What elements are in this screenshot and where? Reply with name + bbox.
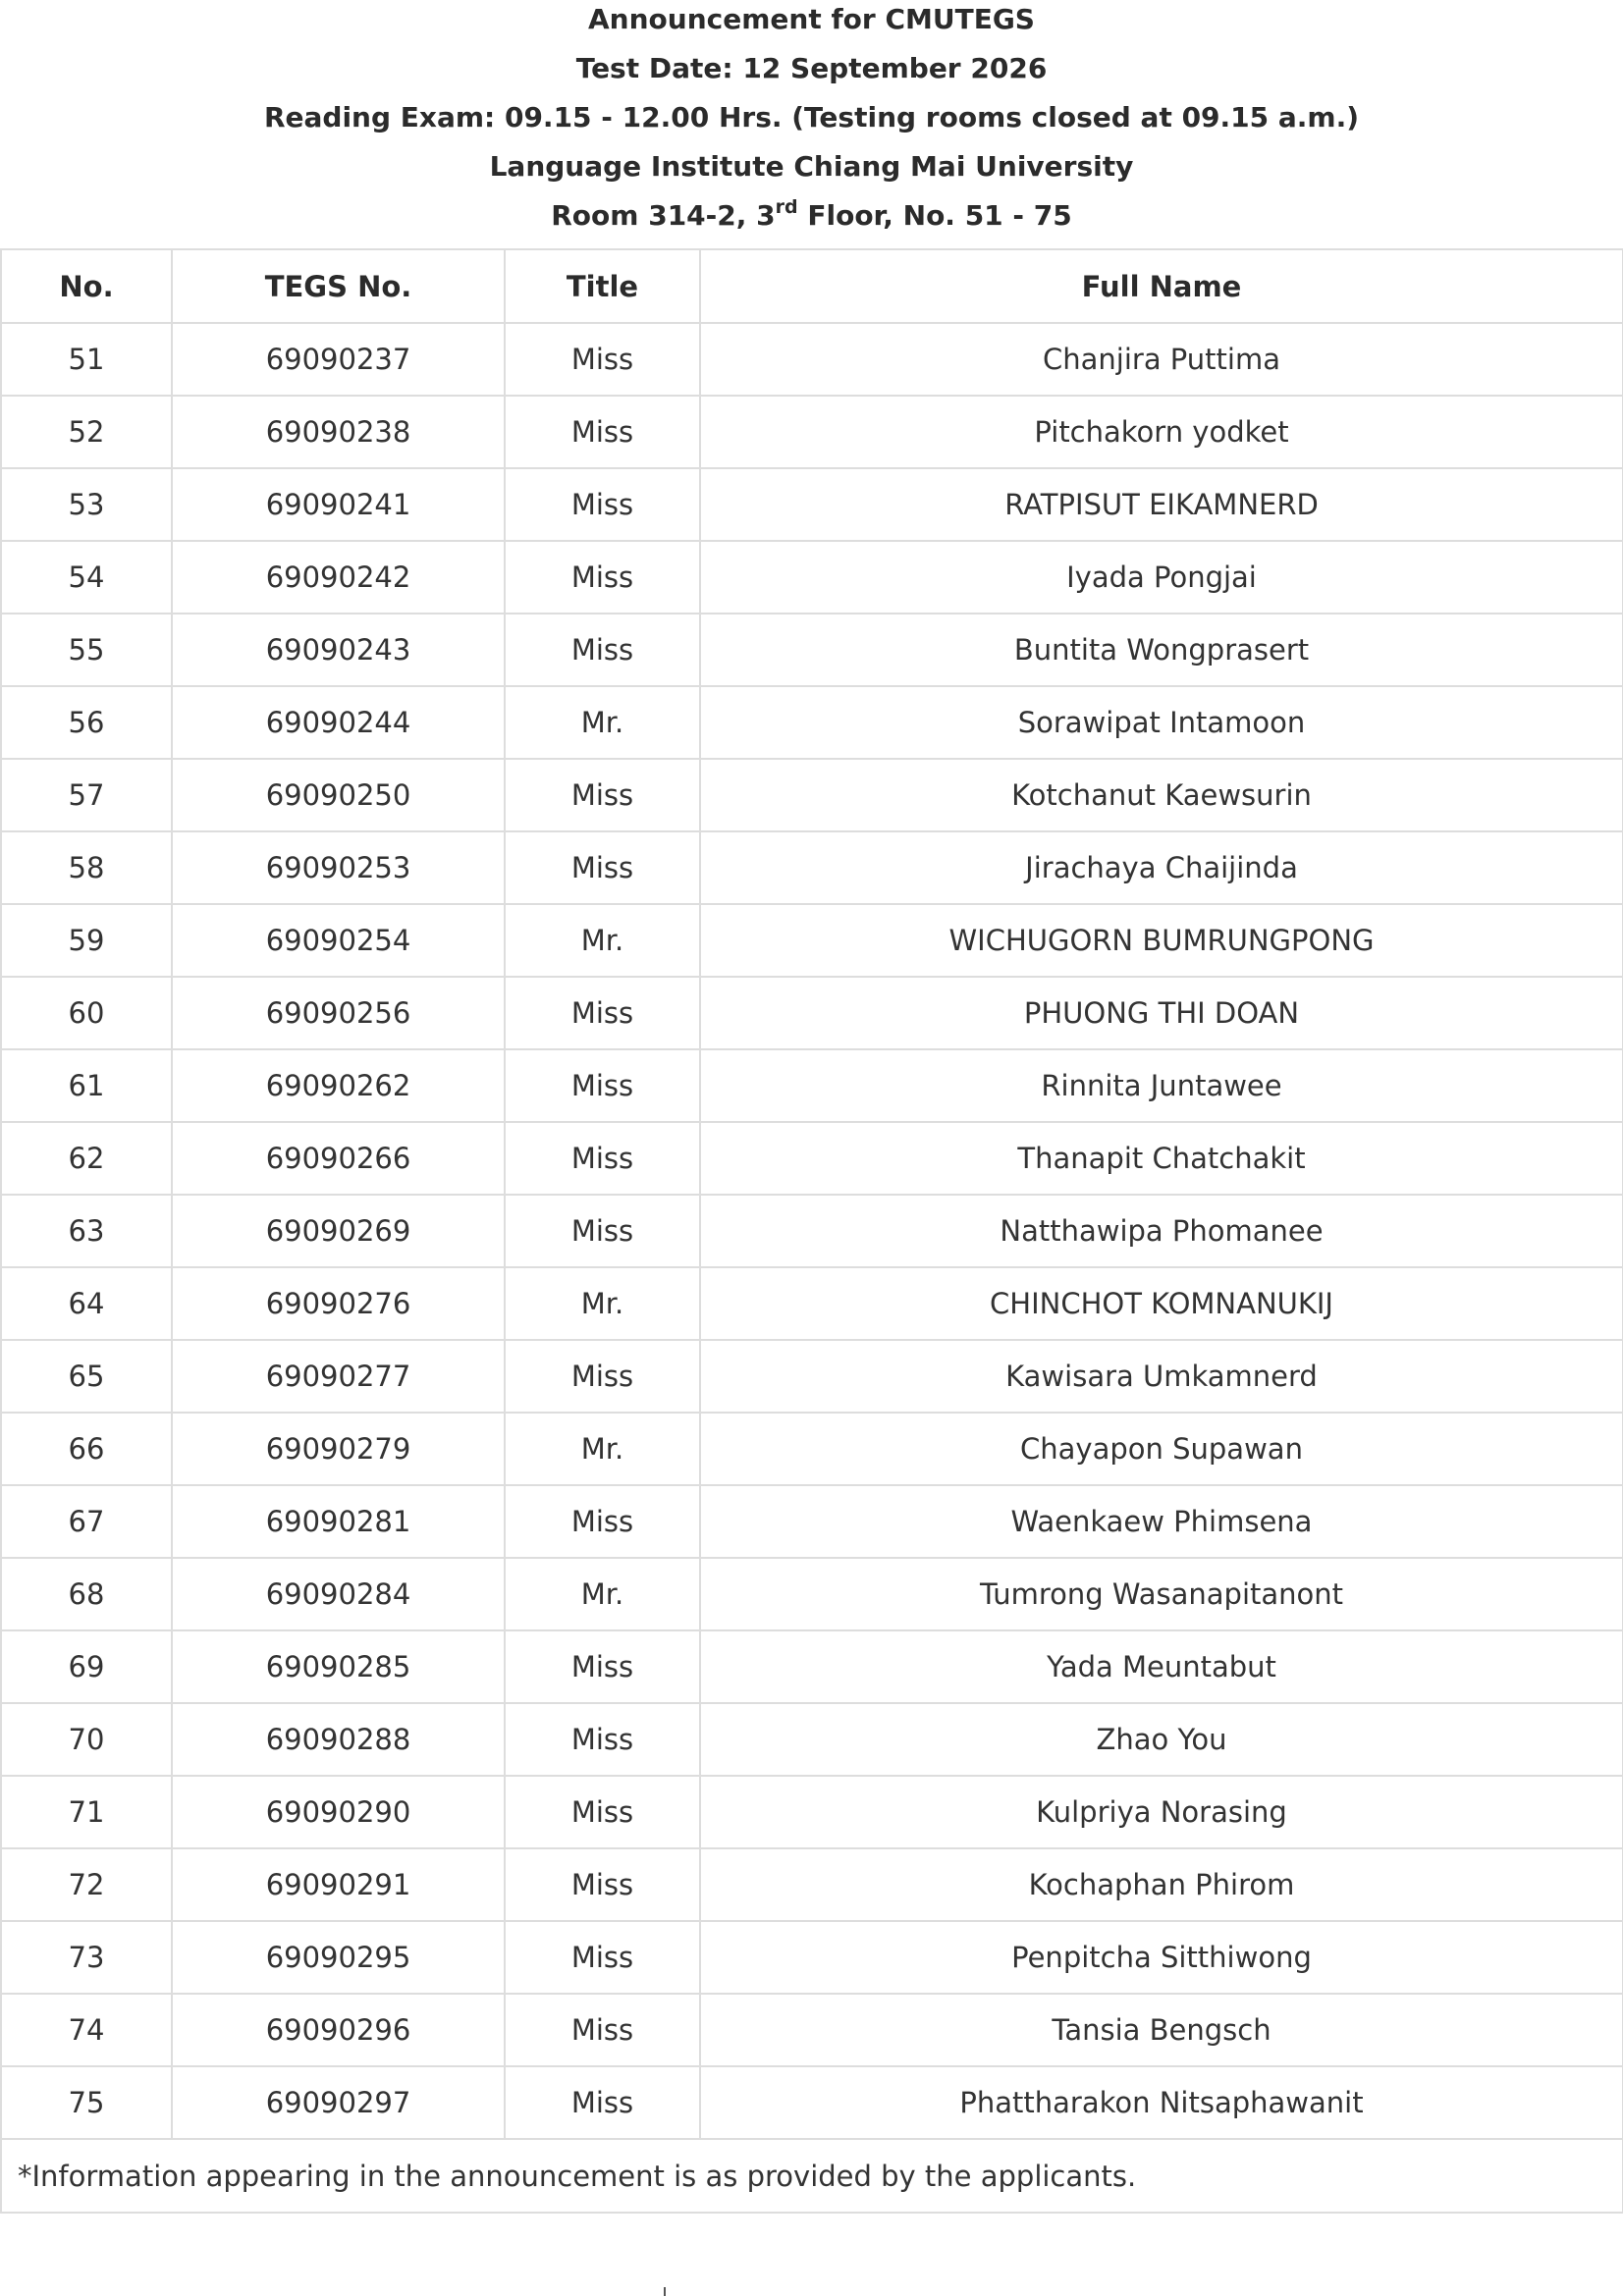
- cell-no: 54: [1, 541, 172, 614]
- cell-full-name: Penpitcha Sitthiwong: [700, 1921, 1623, 1994]
- cell-title: Miss: [505, 2066, 700, 2139]
- cell-title: Miss: [505, 977, 700, 1049]
- cell-title: Miss: [505, 1994, 700, 2066]
- cell-no: 59: [1, 904, 172, 977]
- cell-full-name: Pitchakorn yodket: [700, 396, 1623, 468]
- cell-title: Mr.: [505, 1558, 700, 1630]
- cell-tegs-no: 69090253: [172, 831, 505, 904]
- cell-no: 62: [1, 1122, 172, 1195]
- cell-no: 52: [1, 396, 172, 468]
- table-row: [1, 1558, 1623, 1630]
- cell-no: 53: [1, 468, 172, 541]
- cell-title: Miss: [505, 468, 700, 541]
- table-row: [1, 323, 1623, 396]
- cell-title: Miss: [505, 1195, 700, 1267]
- cell-title: Miss: [505, 614, 700, 686]
- cell-title: Miss: [505, 831, 700, 904]
- cell-full-name: Kochaphan Phirom: [700, 1848, 1623, 1921]
- test-date: Test Date: 12 September 2026: [575, 52, 1048, 84]
- column-header-no: No.: [1, 249, 172, 323]
- table-row: [1, 759, 1623, 831]
- cell-title: Miss: [505, 1630, 700, 1703]
- cell-title: Miss: [505, 1122, 700, 1195]
- footnote: *Information appearing in the announcement is as provided by the applicants.: [1, 2139, 1623, 2213]
- cell-title: Mr.: [505, 686, 700, 759]
- cell-full-name: Waenkaew Phimsena: [700, 1485, 1623, 1558]
- cell-full-name: CHINCHOT KOMNANUKIJ: [700, 1267, 1623, 1340]
- cell-tegs-no: 69090266: [172, 1122, 505, 1195]
- cell-title: Miss: [505, 1340, 700, 1413]
- table-row: [1, 1848, 1623, 1921]
- table-row: [1, 541, 1623, 614]
- cell-title: Miss: [505, 541, 700, 614]
- table-body: [1, 323, 1623, 2139]
- cell-tegs-no: 69090297: [172, 2066, 505, 2139]
- table-row: [1, 1485, 1623, 1558]
- table-row: [1, 904, 1623, 977]
- cell-tegs-no: 69090288: [172, 1703, 505, 1776]
- cell-no: 73: [1, 1921, 172, 1994]
- table-row: [1, 396, 1623, 468]
- cell-full-name: Sorawipat Intamoon: [700, 686, 1623, 759]
- cell-full-name: Zhao You: [700, 1703, 1623, 1776]
- cell-full-name: Tansia Bengsch: [700, 1994, 1623, 2066]
- table-row: [1, 468, 1623, 541]
- cell-title: Mr.: [505, 1267, 700, 1340]
- cell-tegs-no: 69090295: [172, 1921, 505, 1994]
- cell-title: Miss: [505, 1485, 700, 1558]
- cell-full-name: Thanapit Chatchakit: [700, 1122, 1623, 1195]
- cell-no: 68: [1, 1558, 172, 1630]
- cell-tegs-no: 69090296: [172, 1994, 505, 2066]
- table-row: [1, 1776, 1623, 1848]
- cell-tegs-no: 69090269: [172, 1195, 505, 1267]
- cell-no: 70: [1, 1703, 172, 1776]
- column-header-full-name: Full Name: [700, 249, 1623, 323]
- cell-full-name: Rinnita Juntawee: [700, 1049, 1623, 1122]
- cell-no: 63: [1, 1195, 172, 1267]
- cell-no: 51: [1, 323, 172, 396]
- cell-full-name: Phattharakon Nitsaphawanit: [700, 2066, 1623, 2139]
- cell-title: Miss: [505, 759, 700, 831]
- cell-no: 58: [1, 831, 172, 904]
- cell-tegs-no: 69090279: [172, 1413, 505, 1485]
- cell-tegs-no: 69090250: [172, 759, 505, 831]
- table-row: [1, 1994, 1623, 2066]
- room-floor-suffix: rd: [775, 196, 798, 218]
- cell-tegs-no: 69090291: [172, 1848, 505, 1921]
- cell-no: 65: [1, 1340, 172, 1413]
- exam-time: Reading Exam: 09.15 - 12.00 Hrs. (Testing rooms closed at 09.15 a.m.): [263, 101, 1360, 133]
- cell-no: 75: [1, 2066, 172, 2139]
- table-row: [1, 1122, 1623, 1195]
- table-row: [1, 977, 1623, 1049]
- cell-title: Miss: [505, 1848, 700, 1921]
- cell-full-name: Natthawipa Phomanee: [700, 1195, 1623, 1267]
- table-row: [1, 2066, 1623, 2139]
- table-row: [1, 686, 1623, 759]
- cell-full-name: PHUONG THI DOAN: [700, 977, 1623, 1049]
- announcement-title: Announcement for CMUTEGS: [588, 3, 1035, 35]
- cell-tegs-no: 69090284: [172, 1558, 505, 1630]
- cell-no: 56: [1, 686, 172, 759]
- table-row: [1, 1049, 1623, 1122]
- cell-tegs-no: 69090281: [172, 1485, 505, 1558]
- column-header-tegs-no: TEGS No.: [172, 249, 505, 323]
- cell-full-name: Chayapon Supawan: [700, 1413, 1623, 1485]
- table-row: [1, 1195, 1623, 1267]
- cell-title: Miss: [505, 1703, 700, 1776]
- cell-tegs-no: 69090238: [172, 396, 505, 468]
- cell-full-name: Yada Meuntabut: [700, 1630, 1623, 1703]
- cell-tegs-no: 69090262: [172, 1049, 505, 1122]
- table-row: [1, 831, 1623, 904]
- cell-no: 64: [1, 1267, 172, 1340]
- cell-tegs-no: 69090237: [172, 323, 505, 396]
- cell-tegs-no: 69090276: [172, 1267, 505, 1340]
- cell-tegs-no: 69090285: [172, 1630, 505, 1703]
- table-row: [1, 1340, 1623, 1413]
- cell-tegs-no: 69090244: [172, 686, 505, 759]
- cell-full-name: Kawisara Umkamnerd: [700, 1340, 1623, 1413]
- cell-title: Miss: [505, 1776, 700, 1848]
- cell-full-name: Buntita Wongprasert: [700, 614, 1623, 686]
- cell-no: 57: [1, 759, 172, 831]
- table-header-row: [1, 249, 1623, 323]
- cell-tegs-no: 69090242: [172, 541, 505, 614]
- cell-title: Miss: [505, 396, 700, 468]
- cell-tegs-no: 69090254: [172, 904, 505, 977]
- cell-tegs-no: 69090256: [172, 977, 505, 1049]
- room-prefix: Room 314-2, 3: [551, 199, 776, 232]
- cell-full-name: WICHUGORN BUMRUNGPONG: [700, 904, 1623, 977]
- cell-no: 72: [1, 1848, 172, 1921]
- cell-full-name: Jirachaya Chaijinda: [700, 831, 1623, 904]
- cell-no: 55: [1, 614, 172, 686]
- room-info: [0, 196, 1623, 245]
- footnote-row: [1, 2139, 1623, 2213]
- cell-full-name: Kotchanut Kaewsurin: [700, 759, 1623, 831]
- cell-no: 67: [1, 1485, 172, 1558]
- cell-tegs-no: 69090290: [172, 1776, 505, 1848]
- candidate-table: [0, 248, 1623, 2214]
- cell-full-name: Iyada Pongjai: [700, 541, 1623, 614]
- cell-no: 66: [1, 1413, 172, 1485]
- venue: Language Institute Chiang Mai University: [489, 150, 1134, 183]
- cell-full-name: Kulpriya Norasing: [700, 1776, 1623, 1848]
- room-suffix: Floor, No. 51 - 75: [797, 199, 1072, 232]
- cell-title: Miss: [505, 1921, 700, 1994]
- cell-full-name: RATPISUT EIKAMNERD: [700, 468, 1623, 541]
- cell-no: 69: [1, 1630, 172, 1703]
- table-row: [1, 614, 1623, 686]
- cell-no: 74: [1, 1994, 172, 2066]
- column-header-title: Title: [505, 249, 700, 323]
- cell-tegs-no: 69090243: [172, 614, 505, 686]
- table-row: [1, 1267, 1623, 1340]
- table-row: [1, 1921, 1623, 1994]
- cell-title: Mr.: [505, 904, 700, 977]
- page-edge-mark: [664, 2287, 666, 2296]
- table-row: [1, 1630, 1623, 1703]
- table-row: [1, 1413, 1623, 1485]
- cell-no: 71: [1, 1776, 172, 1848]
- cell-no: 60: [1, 977, 172, 1049]
- cell-title: Miss: [505, 323, 700, 396]
- cell-tegs-no: 69090241: [172, 468, 505, 541]
- cell-title: Mr.: [505, 1413, 700, 1485]
- cell-title: Miss: [505, 1049, 700, 1122]
- announcement-header: [0, 0, 1623, 245]
- cell-full-name: Chanjira Puttima: [700, 323, 1623, 396]
- table-row: [1, 1703, 1623, 1776]
- cell-full-name: Tumrong Wasanapitanont: [700, 1558, 1623, 1630]
- cell-tegs-no: 69090277: [172, 1340, 505, 1413]
- cell-no: 61: [1, 1049, 172, 1122]
